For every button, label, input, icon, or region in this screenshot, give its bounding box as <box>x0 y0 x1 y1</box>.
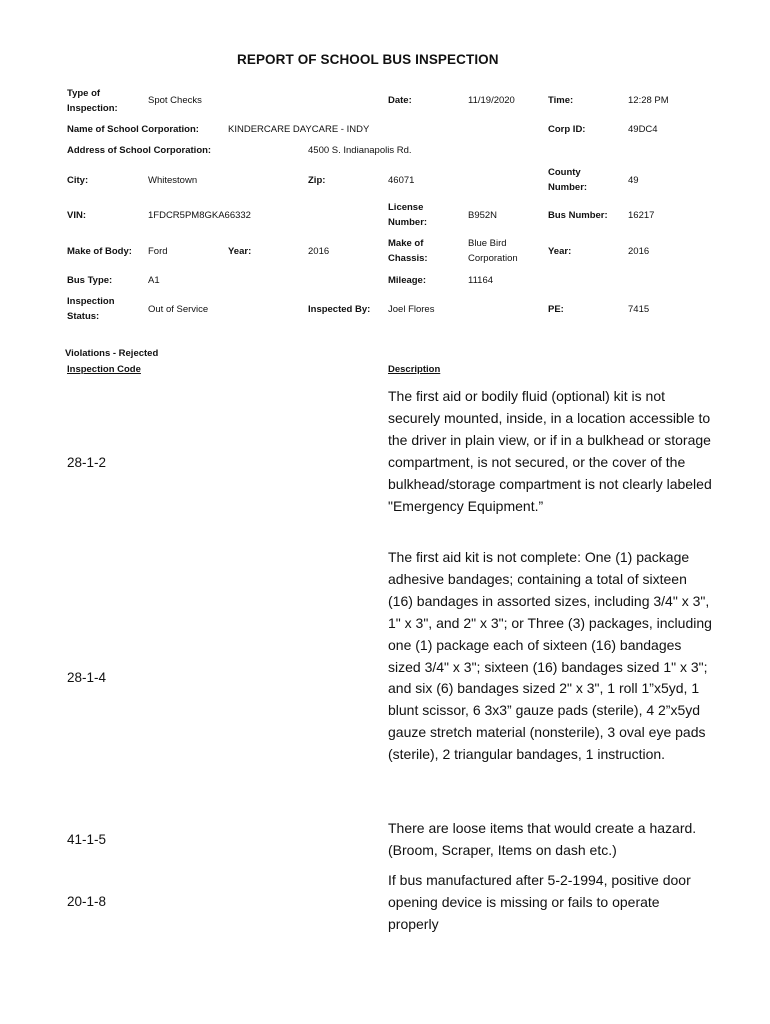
violation-description: The first aid or bodily fluid (optional) kit is not securely mounted, inside, in a location accessible to the driver in plain view, or if in a bulkhead or storage compartment, is not secured, or the cover of the bulkhead/storage compartment is not clearly labeled "Emergency Equipment.” <box>388 388 712 514</box>
body-year-label: Year: <box>228 246 252 257</box>
corp-id-label: Corp ID: <box>548 124 586 135</box>
county-number-label <box>548 165 587 195</box>
inspection-code-header: Inspection Code <box>67 364 141 375</box>
vin-value: 1FDCR5PM8GKA66332 <box>148 210 251 221</box>
city-value: Whitestown <box>148 175 198 186</box>
label-line: Chassis: <box>388 253 428 264</box>
make-of-chassis-label <box>388 236 428 266</box>
label-line: Make of <box>388 238 424 249</box>
date-label: Date: <box>388 95 412 106</box>
label-line: License <box>388 202 424 213</box>
zip-value: 46071 <box>388 175 415 186</box>
label-line: Number: <box>388 217 428 228</box>
vin-label: VIN: <box>67 210 86 221</box>
label-line: Inspection: <box>67 103 118 114</box>
time-label: Time: <box>548 95 574 106</box>
school-corp-address-label: Address of School Corporation: <box>67 145 212 156</box>
zip-label: Zip: <box>308 175 326 186</box>
inspection-status-value: Out of Service <box>148 304 209 315</box>
value-line: Corporation <box>468 253 518 264</box>
school-corp-name-label: Name of School Corporation: <box>67 124 199 135</box>
inspected-by-value: Joel Flores <box>388 304 435 315</box>
license-number-label <box>388 200 427 230</box>
license-number-value: B952N <box>468 210 498 221</box>
label-line: Type of <box>67 88 101 99</box>
time-value: 12:28 PM <box>628 95 669 106</box>
bus-number-label: Bus Number: <box>548 210 608 221</box>
body-year-value: 2016 <box>308 246 330 257</box>
city-label: City: <box>67 175 89 186</box>
school-corp-name-value: KINDERCARE DAYCARE - INDY <box>228 124 370 135</box>
bus-type-value: A1 <box>148 275 160 286</box>
description-header: Description <box>388 364 441 375</box>
report-title: REPORT OF SCHOOL BUS INSPECTION <box>237 52 499 67</box>
violation-code: 28-1-4 <box>67 670 107 685</box>
label-line: Status: <box>67 311 100 322</box>
date-value: 11/19/2020 <box>468 95 515 106</box>
violation-code: 41-1-5 <box>67 832 107 847</box>
violation-code: 28-1-2 <box>67 455 107 470</box>
violation-code: 20-1-8 <box>67 894 107 909</box>
violation-description: The first aid kit is not complete: One (1) package adhesive bandages; containing a total of sixteen (16) bandages in assorted sizes, including 3/4" x 3", 1" x 3", and 2" x 3"; or Three (3) packages, including one (1) package each of sixteen (16) bandages sized 3/4" x 3"; sixteen (16) bandages sized 1" x 3"; and six (6) bandages sized 2" x 3", 1 roll 1”x5yd, 1 blunt scissor, 6 3x3” gauze pads (sterile), 4 2”x5yd gauze stretch material (nonsterile), 3 oval eye pads (sterile), 2 triangular bandages, 1 instruction. <box>388 549 712 763</box>
inspected-by-label: Inspected By: <box>308 304 371 315</box>
type-of-inspection-value: Spot Checks <box>148 95 202 106</box>
make-of-body-label: Make of Body: <box>67 246 132 257</box>
pe-label: PE: <box>548 304 564 315</box>
pe-value: 7415 <box>628 304 650 315</box>
school-corp-address-value: 4500 S. Indianapolis Rd. <box>308 145 412 156</box>
chassis-year-label: Year: <box>548 246 572 257</box>
corp-id-value: 49DC4 <box>628 124 658 135</box>
mileage-label: Mileage: <box>388 275 427 286</box>
violation-description: If bus manufactured after 5-2-1994, positive door opening device is missing or fails to operate properly <box>388 872 691 932</box>
make-of-body-value: Ford <box>148 246 168 257</box>
chassis-year-value: 2016 <box>628 246 650 257</box>
label-line: County <box>548 167 581 178</box>
label-line: Number: <box>548 182 588 193</box>
mileage-value: 11164 <box>468 275 494 286</box>
county-number-value: 49 <box>628 175 639 186</box>
label-line: Inspection <box>67 296 115 307</box>
bus-number-value: 16217 <box>628 210 655 221</box>
violations-heading: Violations - Rejected <box>65 348 159 359</box>
make-of-chassis-value <box>468 236 518 266</box>
inspection-status-label <box>67 294 115 324</box>
violation-description: There are loose items that would create a hazard. (Broom, Scraper, Items on dash etc.) <box>388 820 697 858</box>
type-of-inspection-label <box>67 86 118 116</box>
value-line: Blue Bird <box>468 238 507 249</box>
bus-type-label: Bus Type: <box>67 275 113 286</box>
